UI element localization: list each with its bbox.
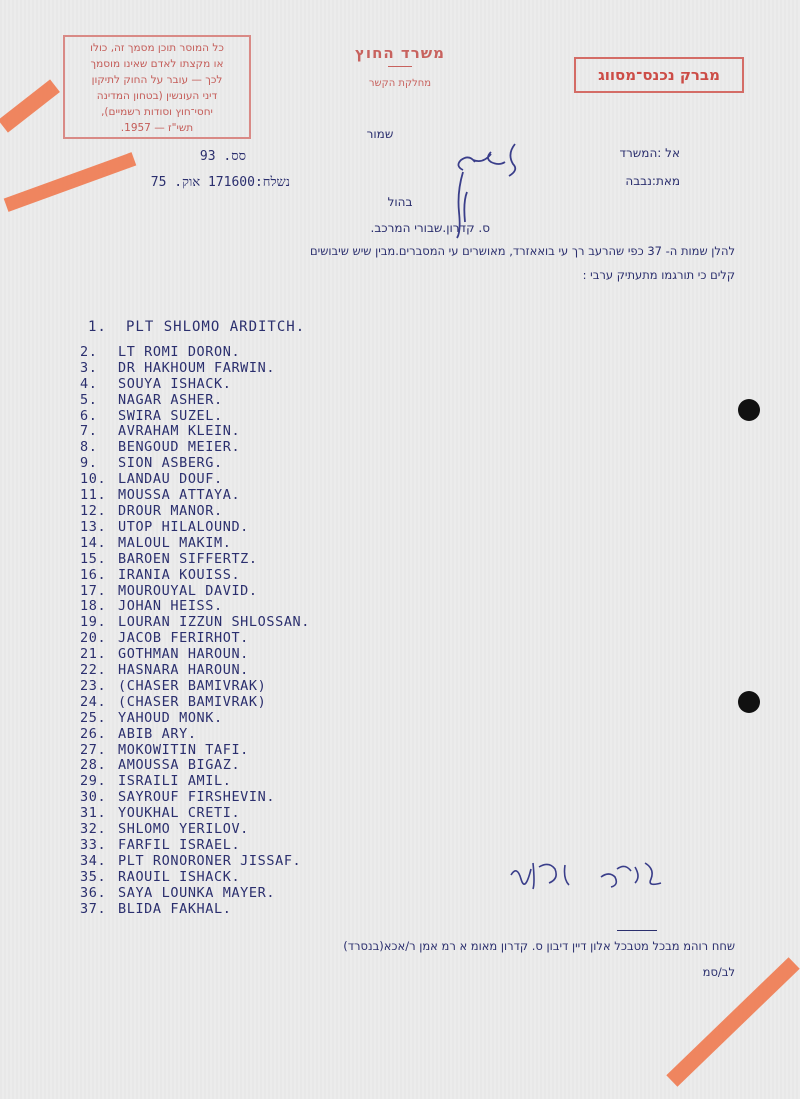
name-number: 14. — [80, 534, 107, 551]
name-text: (CHASER BAMIVRAK) — [118, 693, 267, 710]
name-list-item — [80, 774, 310, 790]
name-text: ISRAILI AMIL. — [118, 773, 232, 790]
name-number: 33. — [80, 837, 107, 853]
name-list-item — [80, 711, 310, 727]
name-list-item — [80, 758, 310, 774]
name-text: ABIB ARY. — [118, 725, 197, 742]
name-list-item — [80, 393, 310, 409]
name-number: 27. — [80, 741, 107, 758]
name-list-item — [80, 679, 310, 695]
name-list-item — [80, 886, 310, 902]
name-text: BENGOUD MEIER. — [118, 439, 241, 456]
name-number: 18. — [80, 598, 107, 615]
name-list-item — [80, 488, 310, 504]
name-text: BAROEN SIFFERTZ. — [118, 550, 258, 567]
punch-hole-upper — [738, 399, 760, 421]
name-number: 20. — [80, 630, 107, 647]
name-text: DR HAKHOUM FARWIN. — [118, 359, 276, 376]
name-list-item — [80, 377, 310, 393]
name-text: BLIDA FAKHAL. — [118, 900, 232, 917]
name-text: UTOP HILALOUND. — [118, 518, 249, 535]
name-list-item — [80, 456, 310, 472]
tape-strip-top-left — [0, 79, 60, 132]
name-list-item — [80, 854, 310, 870]
name-list-item — [80, 424, 310, 440]
name-list-item — [88, 320, 310, 336]
name-list-item — [80, 504, 310, 520]
name-text: IRANIA KOUISS. — [118, 566, 241, 583]
name-text: SION ASBERG. — [118, 455, 223, 472]
name-text: PLT SHLOMO ARDITCH. — [126, 319, 306, 335]
name-text: MOUROUYAL DAVID. — [118, 582, 258, 599]
classification-label: שמור — [366, 127, 394, 141]
name-text: MOKOWITIN TAFI. — [118, 741, 249, 758]
ministry-underline — [388, 66, 412, 67]
name-number: 23. — [80, 677, 107, 694]
name-number: 30. — [80, 789, 107, 806]
name-number: 15. — [80, 550, 107, 567]
warning-line: כל המוסר תוכן מסמך זה, כולו — [90, 42, 224, 54]
name-list-item — [80, 345, 310, 361]
warning-line: תשי"ז — 1957. — [120, 122, 194, 134]
name-text: FARFIL ISRAEL. — [118, 837, 241, 853]
name-number: 34. — [80, 852, 107, 869]
name-number: 10. — [80, 471, 107, 488]
body-line-2: קלים כי תורגמו מתעתיק ערבי : — [582, 268, 735, 282]
name-number: 26. — [80, 725, 107, 742]
name-text: JOHAN HEISS. — [118, 598, 223, 615]
name-list-item — [80, 440, 310, 456]
handwritten-name-annotation — [445, 132, 535, 242]
name-text: LOURAN IZZUN SHLOSSAN. — [118, 614, 311, 631]
subject-line: ס. קדרון.שבורי המרכב. — [370, 221, 490, 235]
names-list — [80, 320, 310, 918]
name-text: SOUYA ISHACK. — [118, 375, 232, 392]
name-text: MALOUL MAKIM. — [118, 534, 232, 551]
name-number: 1. — [88, 319, 107, 335]
name-text: (CHASER BAMIVRAK) — [118, 677, 267, 694]
name-list-item — [80, 727, 310, 743]
name-number: 13. — [80, 518, 107, 535]
name-text: MOUSSA ATTAYA. — [118, 487, 241, 504]
from-line: מאת:נבבה — [625, 174, 680, 188]
name-number: 36. — [80, 884, 107, 901]
name-number: 24. — [80, 693, 107, 710]
handwritten-signature — [505, 855, 675, 900]
name-text: JACOB FERIRHOT. — [118, 630, 249, 647]
name-text: GOTHMAN HAROUN. — [118, 646, 249, 663]
priority-label: בהול — [387, 195, 413, 209]
name-list-item — [80, 743, 310, 759]
name-text: AVRAHAM KLEIN. — [118, 423, 241, 440]
name-number: 37. — [80, 900, 107, 917]
name-number: 2. — [80, 343, 98, 360]
name-list-item — [80, 647, 310, 663]
name-number: 3. — [80, 359, 98, 376]
name-list-item — [80, 361, 310, 377]
warning-line: יחסי־חוץ וסודות רשמיים), — [101, 106, 213, 118]
name-list-item — [80, 409, 310, 425]
name-text: DROUR MANOR. — [118, 502, 223, 519]
name-list-item — [80, 584, 310, 600]
name-list-item — [80, 790, 310, 806]
name-list-item — [80, 822, 310, 838]
name-list-item — [80, 615, 310, 631]
name-text: HASNARA HAROUN. — [118, 662, 249, 679]
name-number: 8. — [80, 439, 98, 456]
warning-line: דיני העונשין (בטחון המדינה — [96, 90, 218, 102]
name-number: 17. — [80, 582, 107, 599]
message-number: סס. 93 — [199, 149, 246, 164]
name-number: 21. — [80, 646, 107, 663]
name-text: NAGAR ASHER. — [118, 391, 223, 408]
name-list-item — [80, 631, 310, 647]
name-list-item — [80, 806, 310, 822]
initials-line: לב/סמ — [702, 965, 735, 979]
name-list-item — [80, 838, 310, 854]
name-list-item — [80, 902, 310, 918]
name-number: 7. — [80, 423, 98, 440]
sent-line: נשלח:171600 אוק. 75 — [150, 175, 290, 190]
name-number: 32. — [80, 821, 107, 838]
name-text: SWIRA SUZEL. — [118, 407, 223, 424]
name-number: 22. — [80, 662, 107, 679]
incoming-classified-stamp: מברק נכנס־מסווג — [574, 57, 744, 93]
warning-line: לכך — עובר על החוק לתיקון — [91, 74, 223, 86]
name-text: SAYROUF FIRSHEVIN. — [118, 789, 276, 806]
name-number: 29. — [80, 773, 107, 790]
warning-line: או מקצתו לאדם שאינו מוסמך — [90, 58, 224, 70]
name-text: PLT RONORONER JISSAF. — [118, 852, 302, 869]
secrecy-warning-box — [63, 35, 251, 139]
name-text: YOUKHAL CRETI. — [118, 805, 241, 822]
name-text: RAOUIL ISHACK. — [118, 868, 241, 885]
name-text: SHLOMO YERILOV. — [118, 821, 249, 838]
name-number: 19. — [80, 614, 107, 631]
name-list-item — [80, 536, 310, 552]
name-list-item — [80, 552, 310, 568]
name-text: LANDAU DOUF. — [118, 471, 223, 488]
name-number: 5. — [80, 391, 98, 408]
name-list-item — [80, 599, 310, 615]
name-number: 28. — [80, 757, 107, 774]
name-number: 16. — [80, 566, 107, 583]
name-list-item — [80, 520, 310, 536]
body-line-1: להלן שמות ה- 37 כפי שהרעב רך עי בואאזרד, מאושרים עי המסברים.מבין שיש שיבושים — [310, 244, 735, 258]
name-text: LT ROMI DORON. — [118, 343, 241, 360]
name-number: 31. — [80, 805, 107, 822]
name-list-item — [80, 870, 310, 886]
name-list-item — [80, 568, 310, 584]
name-number: 6. — [80, 407, 98, 424]
department-name: מחלקת הקשר — [368, 78, 432, 89]
name-number: 12. — [80, 502, 107, 519]
name-number: 9. — [80, 455, 98, 472]
to-line: אל :המשרד — [619, 146, 680, 160]
name-list-item — [80, 695, 310, 711]
name-text: AMOUSSA BIGAZ. — [118, 757, 241, 774]
name-text: SAYA LOUNKA MAYER. — [118, 884, 276, 901]
distribution-line: שחח רוהמ מבכל מטבכל אלון דיין דיבון ס. קדרון מאומ א רמ אמן ר/אכא(בנסרד) — [343, 939, 735, 953]
name-number: 35. — [80, 868, 107, 885]
ministry-name: משרד החוץ — [355, 44, 445, 62]
name-number: 11. — [80, 487, 107, 504]
name-list-item — [80, 472, 310, 488]
name-text: YAHOUD MONK. — [118, 709, 223, 726]
name-number: 4. — [80, 375, 98, 392]
footer-rule — [617, 930, 657, 931]
name-number: 25. — [80, 709, 107, 726]
punch-hole-lower — [738, 691, 760, 713]
name-list-item — [80, 663, 310, 679]
